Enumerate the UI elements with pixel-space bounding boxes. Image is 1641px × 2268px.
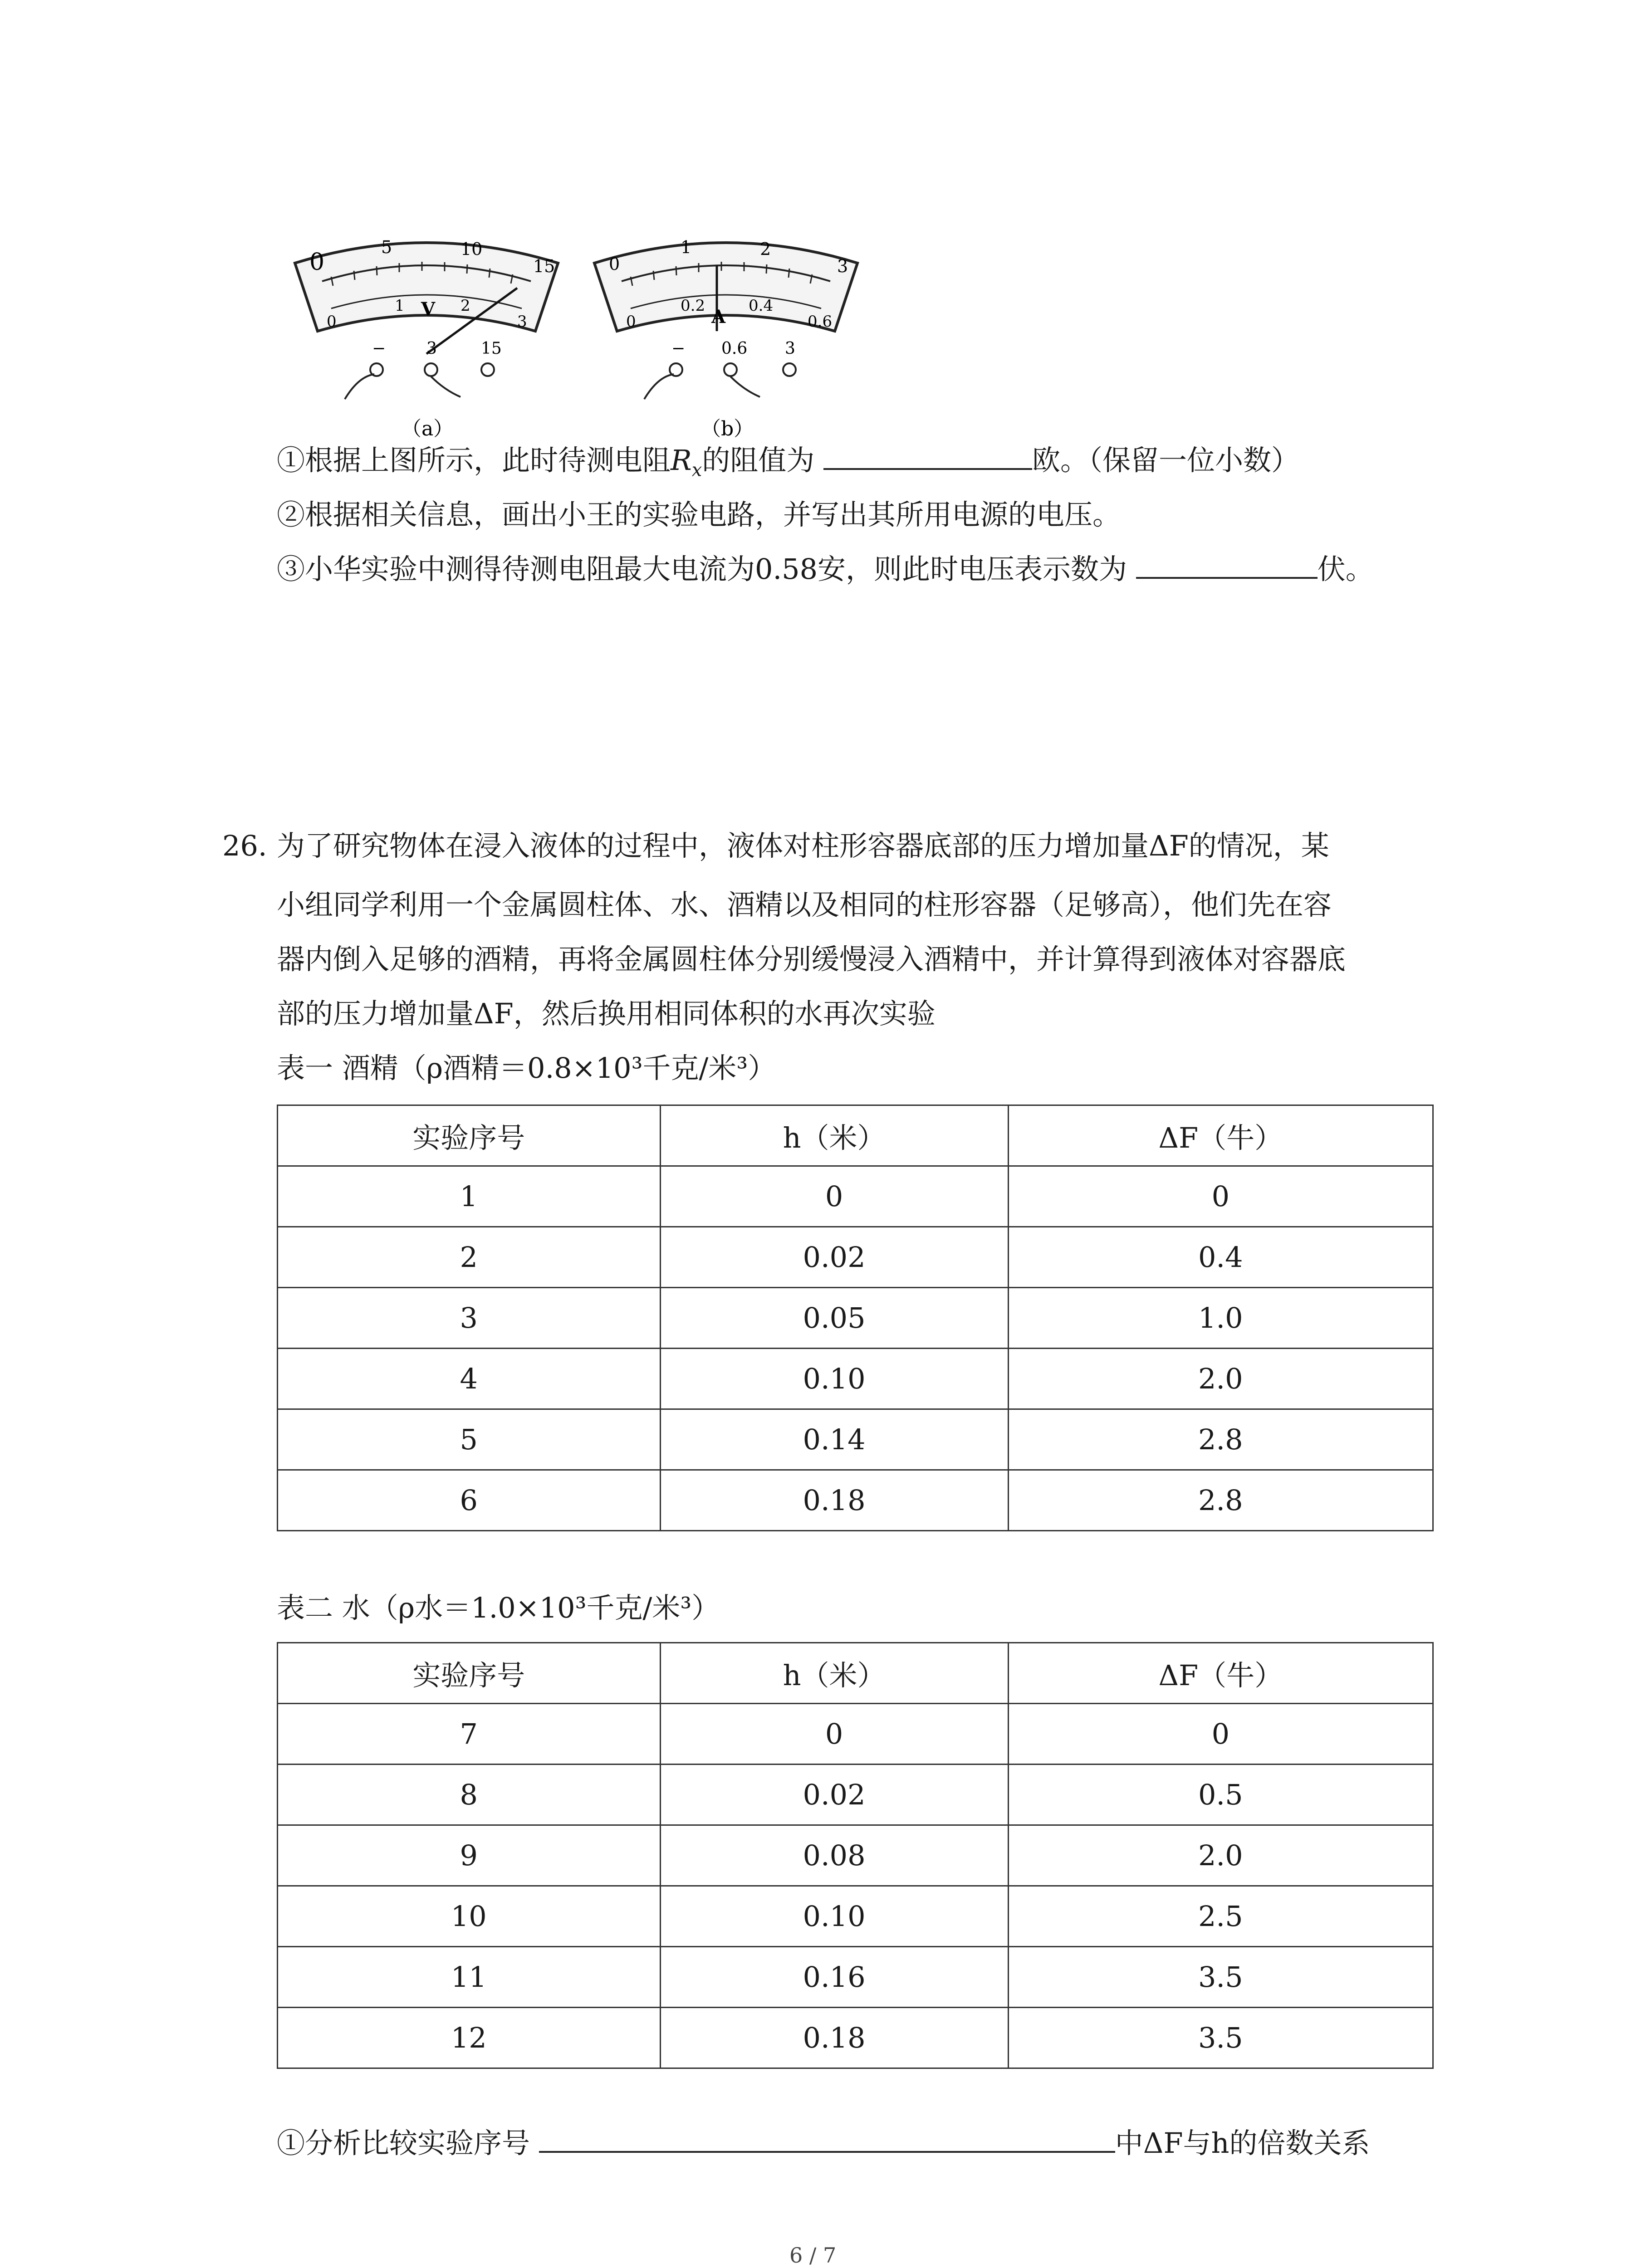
table-cell: 0.4 <box>1008 1227 1433 1288</box>
q26-para-line2: 小组同学利用一个金属圆柱体、水、酒精以及相同的柱形容器（足够高），他们先在容 <box>277 888 1332 921</box>
voltmeter-top-0: 0 <box>309 249 325 276</box>
table-row <box>278 1825 1433 1886</box>
table-row <box>278 1288 1433 1349</box>
q26-item1 <box>277 2123 1370 2164</box>
table2-header-trial: 实验序号 <box>278 1643 661 1704</box>
table-cell: 7 <box>278 1704 661 1765</box>
table-cell: 0.02 <box>660 1227 1008 1288</box>
q26-item1-text-b: 中ΔF与h的倍数关系 <box>1115 2126 1370 2160</box>
table1-header-df: ΔF（牛） <box>1008 1105 1433 1166</box>
table-cell: 11 <box>278 1947 661 2008</box>
table-cell: 8 <box>278 1765 661 1825</box>
table2-water <box>277 1642 1434 2069</box>
q25-item1 <box>277 440 1299 490</box>
q25-item2: ②根据相关信息，画出小王的实验电路，并写出其所用电源的电压。 <box>277 498 1121 531</box>
table-cell: 1.0 <box>1008 1288 1433 1349</box>
q25-item1-text-c: 欧。（保留一位小数） <box>1032 444 1300 477</box>
table1-header-row <box>278 1105 1433 1166</box>
table-cell: 6 <box>278 1470 661 1531</box>
table1-caption: 表一 酒精（ρ酒精＝0.8×10³千克/米³） <box>277 1051 776 1085</box>
table-cell: 2 <box>278 1227 661 1288</box>
table2-header-row <box>278 1643 1433 1704</box>
q26-item1-blank[interactable] <box>539 2124 1115 2153</box>
table2-caption: 表二 水（ρ水＝1.0×10³千克/米³） <box>277 1591 720 1624</box>
q26-para-line4: 部的压力增加量ΔF，然后换用相同体积的水再次实验 <box>277 997 936 1030</box>
q25-item3 <box>277 549 1374 590</box>
voltmeter-terminal-15: 15 <box>481 339 502 358</box>
q25-item1-blank[interactable] <box>823 441 1032 470</box>
table-row <box>278 2008 1433 2068</box>
ammeter-top-3: 3 <box>837 256 848 276</box>
table-row <box>278 1704 1433 1765</box>
table-cell: 0 <box>1008 1704 1433 1765</box>
table-cell: 0.18 <box>660 1470 1008 1531</box>
table-cell: 0.18 <box>660 2008 1008 2068</box>
table-row <box>278 1947 1433 2008</box>
voltmeter <box>295 237 558 440</box>
ammeter-bottom-0: 0 <box>626 313 636 331</box>
q25-item1-symbol: R <box>671 444 692 477</box>
ammeter-bottom-04: 0.4 <box>749 297 774 315</box>
table-cell: 0.10 <box>660 1886 1008 1947</box>
table-cell: 0.08 <box>660 1825 1008 1886</box>
table-cell: 0.10 <box>660 1349 1008 1409</box>
q25-item3-text: ③小华实验中测得待测电阻最大电流为0.58安，则此时电压表示数为 <box>277 552 1127 586</box>
table-row <box>278 1409 1433 1470</box>
voltmeter-top-10: 10 <box>460 239 483 259</box>
table-row <box>278 1227 1433 1288</box>
ammeter-terminal-neg: − <box>671 339 686 358</box>
table-cell: 0 <box>660 1704 1008 1765</box>
table-cell: 2.8 <box>1008 1409 1433 1470</box>
table-cell: 12 <box>278 2008 661 2068</box>
voltmeter-bottom-2: 2 <box>460 297 470 315</box>
voltmeter-top-15: 15 <box>533 256 555 276</box>
table-cell: 0.02 <box>660 1765 1008 1825</box>
meter-figure <box>281 218 885 445</box>
ammeter-terminal-3: 3 <box>785 339 795 358</box>
q26-item1-text: ①分析比较实验序号 <box>277 2126 530 2160</box>
table-cell: 9 <box>278 1825 661 1886</box>
table-cell: 0.16 <box>660 1947 1008 2008</box>
voltmeter-bottom-1: 1 <box>395 297 405 315</box>
table-row <box>278 1349 1433 1409</box>
voltmeter-bottom-0: 0 <box>327 313 337 331</box>
table1-header-trial: 实验序号 <box>278 1105 661 1166</box>
table-cell: 5 <box>278 1409 661 1470</box>
voltmeter-caption: （a） <box>402 417 454 440</box>
table2-header-h: h（米） <box>660 1643 1008 1704</box>
table-cell: 0.14 <box>660 1409 1008 1470</box>
table-cell: 0 <box>1008 1166 1433 1227</box>
ammeter-top-1: 1 <box>681 237 692 257</box>
ammeter-unit: A <box>711 306 726 327</box>
q26-number: 26. <box>222 829 267 862</box>
voltmeter-terminal-neg: − <box>372 339 386 358</box>
table-row <box>278 1765 1433 1825</box>
table1-alcohol <box>277 1105 1434 1531</box>
ammeter-caption: （b） <box>701 417 754 440</box>
ammeter <box>594 237 857 440</box>
q25-item3-text-b: 伏。 <box>1317 552 1374 586</box>
table-cell: 1 <box>278 1166 661 1227</box>
table-cell: 0.5 <box>1008 1765 1433 1825</box>
table1-header-h: h（米） <box>660 1105 1008 1166</box>
table-cell: 2.8 <box>1008 1470 1433 1531</box>
table-cell: 10 <box>278 1886 661 1947</box>
q25-item3-blank[interactable] <box>1136 550 1318 579</box>
voltmeter-terminal-3: 3 <box>426 339 437 358</box>
table-cell: 3 <box>278 1288 661 1349</box>
table-cell: 2.5 <box>1008 1886 1433 1947</box>
table-cell: 2.0 <box>1008 1349 1433 1409</box>
ammeter-terminal-06: 0.6 <box>721 339 748 358</box>
q26-para-line3: 器内倒入足够的酒精，再将金属圆柱体分别缓慢浸入酒精中，并计算得到液体对容器底 <box>277 943 1346 976</box>
table-cell: 0 <box>660 1166 1008 1227</box>
table2-header-df: ΔF（牛） <box>1008 1643 1433 1704</box>
table-cell: 3.5 <box>1008 1947 1433 2008</box>
q26-para-line1: 为了研究物体在浸入液体的过程中，液体对柱形容器底部的压力增加量ΔF的情况，某 <box>277 829 1329 862</box>
table-cell: 3.5 <box>1008 2008 1433 2068</box>
ammeter-top-0: 0 <box>609 254 620 274</box>
ammeter-bottom-06: 0.6 <box>808 313 833 331</box>
table-cell: 4 <box>278 1349 661 1409</box>
table-row <box>278 1166 1433 1227</box>
table-row <box>278 1886 1433 1947</box>
table-row <box>278 1470 1433 1531</box>
q25-item1-subscript: x <box>691 459 702 481</box>
q25-item1-text-b: 的阻值为 <box>702 444 815 477</box>
ammeter-top-2: 2 <box>760 239 771 259</box>
ammeter-bottom-02: 0.2 <box>681 297 705 315</box>
q25-item1-text: ①根据上图所示，此时待测电阻 <box>277 444 671 477</box>
table-cell: 2.0 <box>1008 1825 1433 1886</box>
voltmeter-unit: V <box>421 298 436 320</box>
table-cell: 0.05 <box>660 1288 1008 1349</box>
page-number: 6 / 7 <box>789 2243 837 2268</box>
voltmeter-bottom-3: 3 <box>517 313 527 331</box>
voltmeter-top-5: 5 <box>381 237 392 257</box>
